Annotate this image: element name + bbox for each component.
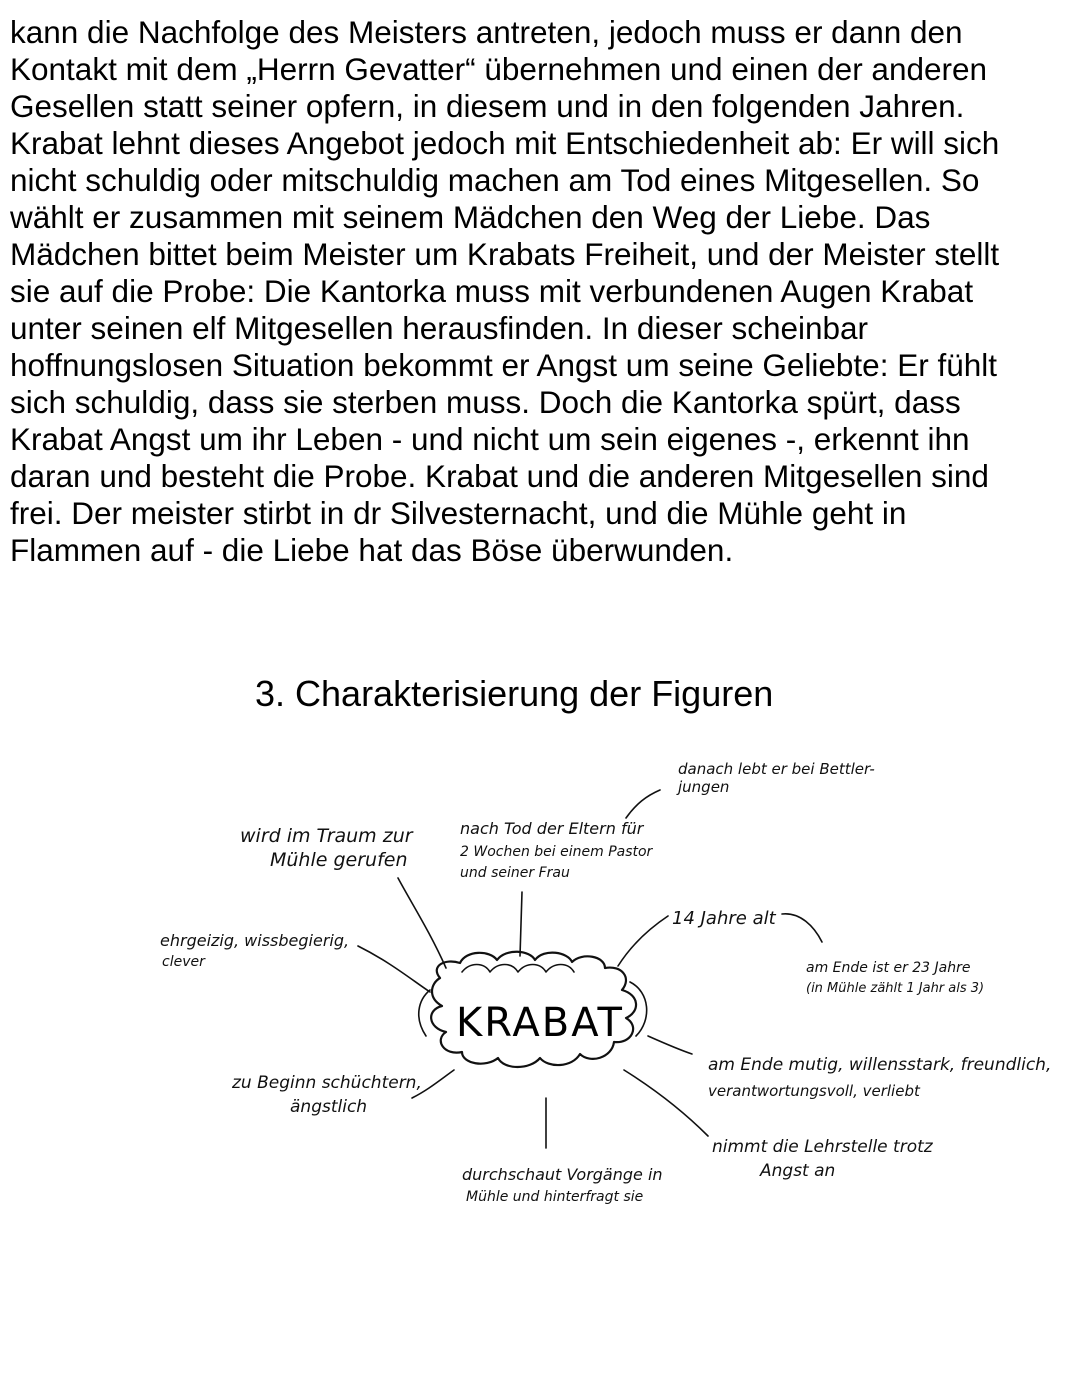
summary-line: Krabat Angst um ihr Leben - und nicht um sein eigenes -, erkennt ihn <box>10 421 970 457</box>
summary-line: Krabat lehnt dieses Angebot jedoch mit Entschiedenheit ab: Er will sich <box>10 125 1000 161</box>
svg-text:nach Tod der Eltern für: nach Tod der Eltern für <box>460 819 644 838</box>
note-shy <box>231 1073 422 1117</box>
summary-line: Kontakt mit dem „Herrn Gevatter“ übernehmen und einen der anderen <box>10 51 988 87</box>
summary-line: Flammen auf - die Liebe hat das Böse überwunden. <box>10 532 734 568</box>
section-heading: 3. Charakterisierung der Figuren <box>255 673 774 714</box>
connector-age <box>618 916 668 966</box>
summary-line: Mädchen bittet beim Meister um Krabats Freiheit, und der Meister stellt <box>10 236 1000 272</box>
svg-text:durchschaut Vorgänge in: durchschaut Vorgänge in <box>462 1165 663 1184</box>
connector-parents <box>520 892 522 956</box>
note-end-age <box>806 960 984 996</box>
summary-line: sie auf die Probe: Die Kantorka muss mit verbundenen Augen Krabat <box>10 273 974 309</box>
note-dream <box>240 825 414 871</box>
svg-text:Mühle und hinterfragt sie: Mühle und hinterfragt sie <box>466 1189 644 1205</box>
summary-line: nicht schuldig oder mitschuldig machen am Tod eines Mitgesellen. So <box>10 162 980 198</box>
svg-text:clever: clever <box>162 954 205 970</box>
note-sees-through <box>462 1165 663 1205</box>
note-parents <box>460 819 654 881</box>
svg-text:jungen: jungen <box>678 778 730 796</box>
note-ambitious <box>160 931 349 970</box>
svg-text:ängstlich: ängstlich <box>290 1097 368 1117</box>
summary-line: unter seinen elf Mitgesellen herausfinden. In dieser scheinbar <box>10 310 869 346</box>
summary-line: Gesellen statt seiner opfern, in diesem und in den folgenden Jahren. <box>10 88 965 124</box>
svg-text:zu Beginn schüchtern,: zu Beginn schüchtern, <box>232 1073 422 1093</box>
connector-apprentice <box>624 1070 708 1136</box>
svg-text:2 Wochen bei einem Pastor: 2 Wochen bei einem Pastor <box>460 844 653 860</box>
svg-text:am Ende ist er 23 Jahre: am Ende ist er 23 Jahre <box>806 960 971 976</box>
summary-line: daran und besteht die Probe. Krabat und die anderen Mitgesellen sind <box>10 458 989 494</box>
svg-text:Angst an: Angst an <box>760 1161 836 1181</box>
svg-text:und seiner Frau: und seiner Frau <box>460 865 570 881</box>
svg-text:danach lebt er bei Bettler-: danach lebt er bei Bettler- <box>678 760 875 778</box>
connector-end-age <box>782 914 822 942</box>
summary-line: hoffnungslosen Situation bekommt er Angst um seine Geliebte: Er fühlt <box>10 347 997 383</box>
svg-text:am Ende mutig, willensstark, f: am Ende mutig, willensstark, freundlich, <box>708 1055 1052 1075</box>
note-apprentice <box>712 1137 934 1181</box>
summary-line: frei. Der meister stirbt in dr Silvesternacht, und die Mühle geht in <box>10 495 907 531</box>
connector-brave <box>648 1036 692 1054</box>
svg-text:wird im Traum zur: wird im Traum zur <box>240 825 413 847</box>
cloud-outer-bracket-left <box>419 990 430 1036</box>
svg-text:(in Mühle zählt 1 Jahr als 3): (in Mühle zählt 1 Jahr als 3) <box>806 981 985 996</box>
note-age <box>672 908 777 929</box>
summary-line: kann die Nachfolge des Meisters antreten, jedoch muss er dann den <box>10 14 963 50</box>
summary-line: sich schuldig, dass sie sterben muss. Doch die Kantorka spürt, dass <box>10 384 961 420</box>
note-beggar <box>676 760 875 796</box>
svg-text:nimmt die Lehrstelle trotz: nimmt die Lehrstelle trotz <box>712 1137 933 1157</box>
note-brave <box>708 1055 1051 1100</box>
svg-text:14 Jahre alt: 14 Jahre alt <box>672 908 776 929</box>
connector-beggar <box>626 790 660 818</box>
connector-dream <box>398 878 446 968</box>
svg-text:verantwortungsvoll, verliebt: verantwortungsvoll, verliebt <box>708 1082 920 1100</box>
connector-ambitious <box>358 946 430 992</box>
center-label: KRABAT <box>456 1000 624 1046</box>
summary-line: wählt er zusammen mit seinem Mädchen den Weg der Liebe. Das <box>10 199 931 235</box>
svg-text:ehrgeizig, wissbegierig,: ehrgeizig, wissbegierig, <box>160 931 350 950</box>
svg-text:Mühle gerufen: Mühle gerufen <box>270 849 408 871</box>
